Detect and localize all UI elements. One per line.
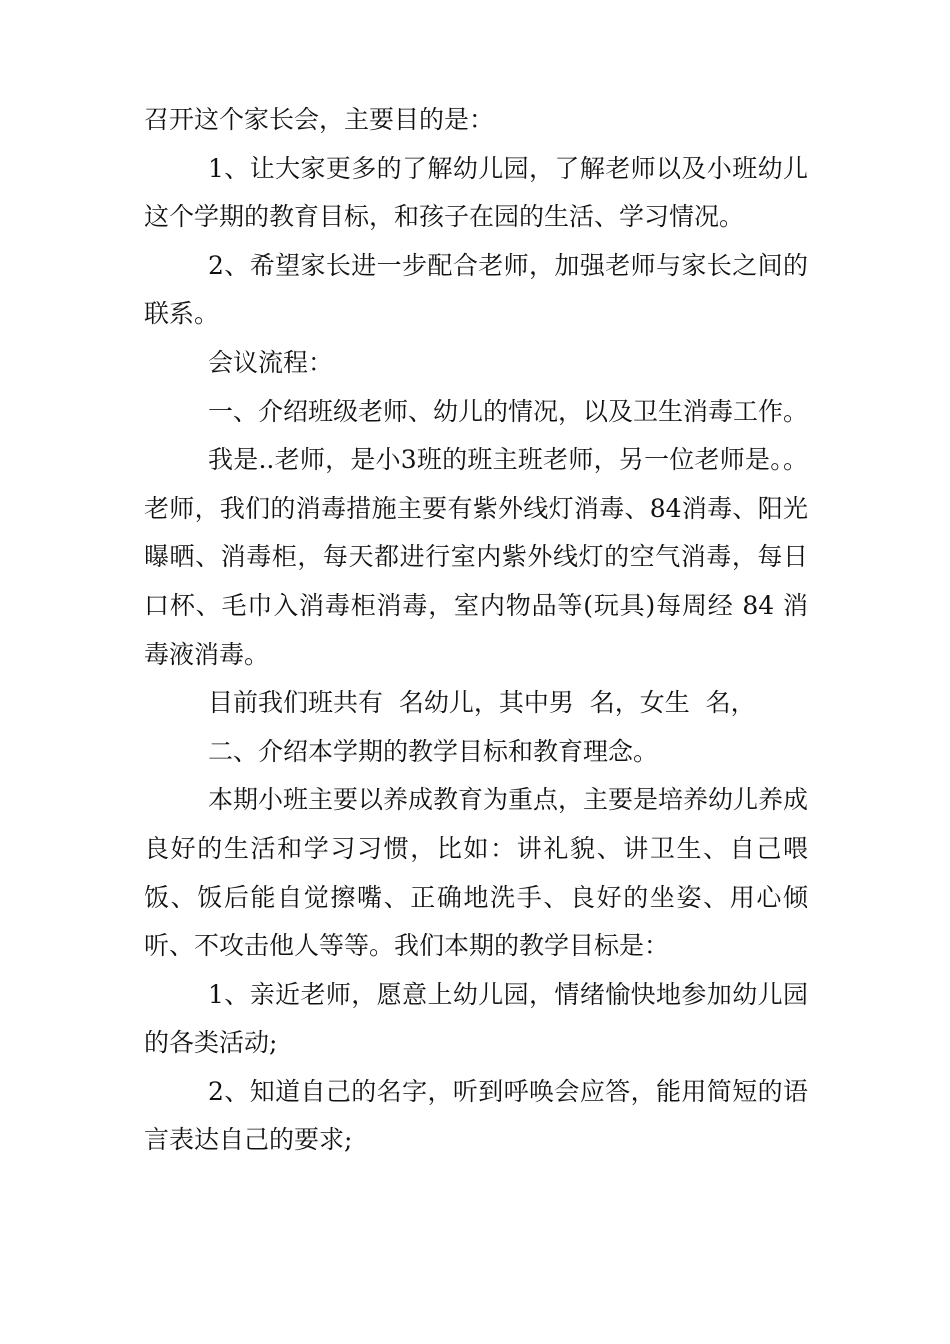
paragraph-section-2: 二、介绍本学期的教学目标和教育理念。 (208, 736, 659, 766)
paragraph-intro: 召开这个家长会，主要目的是： (144, 105, 495, 134)
paragraph-meeting-flow: 会议流程： (208, 347, 334, 377)
paragraph-class-count: 目前我们班共有 名幼儿，其中男 名，女生 名， (208, 688, 756, 718)
paragraph-teacher-intro: 我是..老师，是小3班的班主班老师，另一位老师是。。老师，我们的消毒措施主要有紫外线灯消毒、84消毒、阳光曝晒、消毒柜，每天都进行室内紫外线灯的空气消毒，每日口杯、毛巾入消毒柜消毒，室内物品等(玩具)每周经 84 消毒液消毒。 (144, 445, 808, 669)
paragraph-teaching-focus: 本期小班主要以养成教育为重点，主要是培养幼儿养成良好的生活和学习习惯，比如：讲礼貌、讲卫生、自己喂饭、饭后能自觉擦嘴、正确地洗手、良好的坐姿、用心倾听、不攻击他人等等。我们本期的教学目标是： (144, 785, 809, 961)
paragraph-goal-1: 1、亲近老师，愿意上幼儿园，情绪愉快地参加幼儿园的各类活动; (144, 979, 808, 1058)
document-body (144, 96, 808, 1165)
paragraph-purpose-1: 1、让大家更多的了解幼儿园，了解老师以及小班幼儿这个学期的教育目标，和孩子在园的生活、学习情况。 (144, 153, 808, 232)
paragraph-purpose-2: 2、希望家长进一步配合老师，加强老师与家长之间的联系。 (144, 250, 808, 329)
paragraph-section-1: 一、介绍班级老师、幼儿的情况，以及卫生消毒工作。 (208, 396, 809, 426)
paragraph-goal-2: 2、知道自己的名字，听到呼唤会应答，能用简短的语言表达自己的要求; (144, 1076, 808, 1155)
